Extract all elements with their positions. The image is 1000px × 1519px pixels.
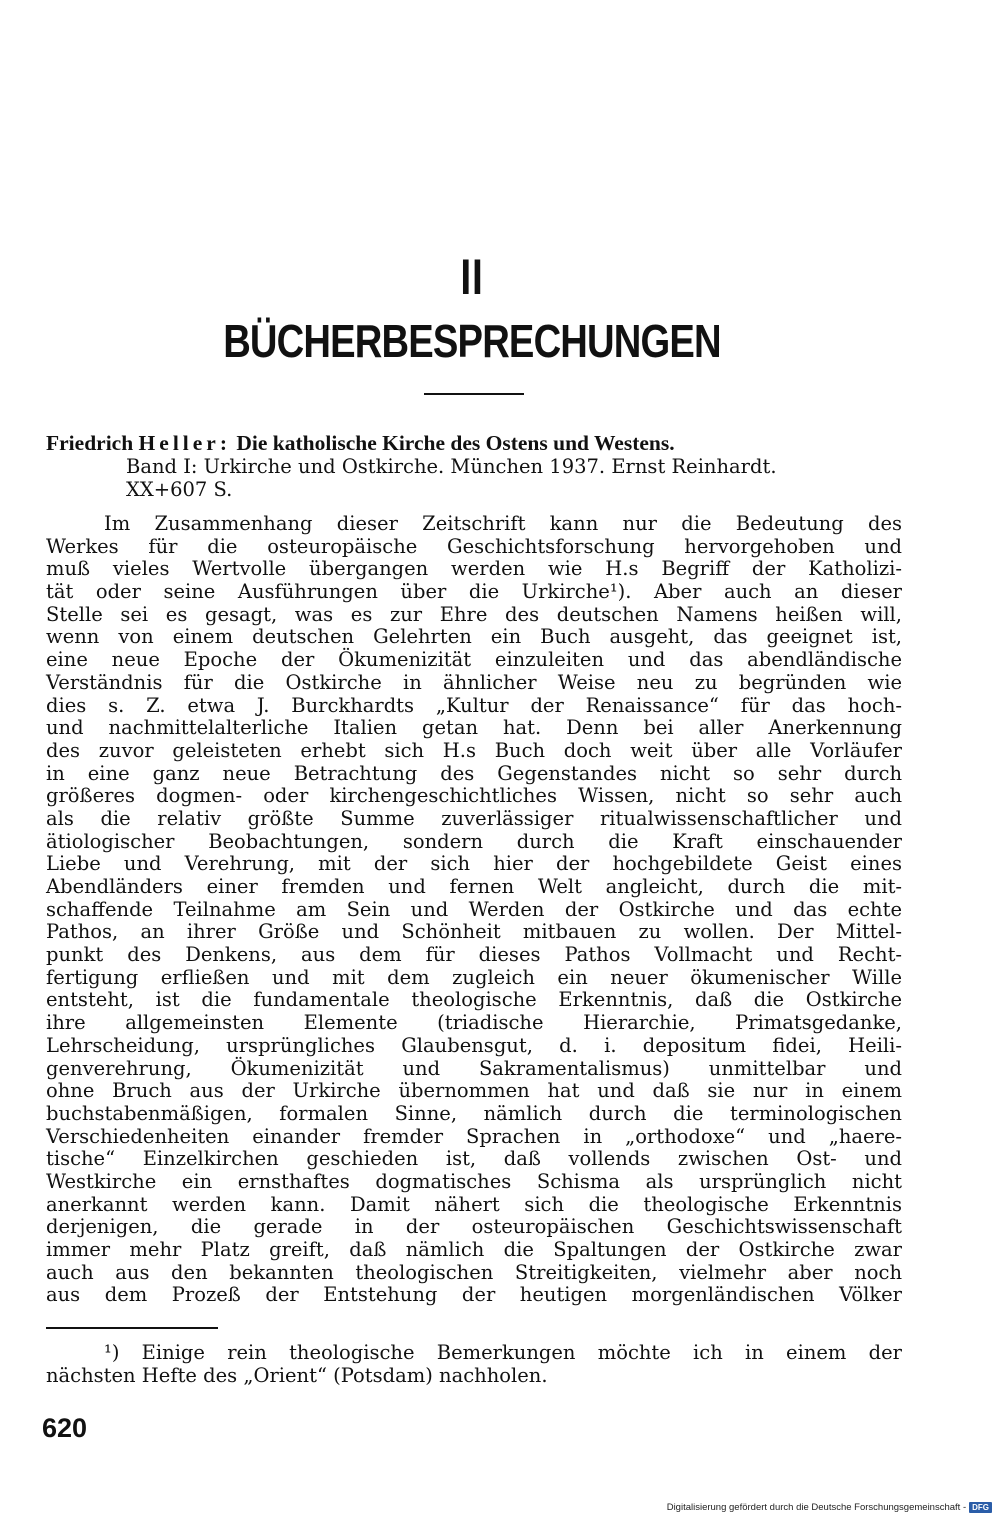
book-pages: XX+607 S. (126, 478, 233, 501)
body-line: schaffende Teilnahme am Sein und Werden der Ostkirche und das echte (46, 897, 902, 921)
body-line: wenn von einem deutschen Gelehrten ein Buch ausgeht, das geeignet ist, (46, 625, 902, 649)
review-body (46, 513, 902, 1307)
body-line: Werkes für die osteuropäische Geschichtsforschung hervorgehoben und (46, 534, 902, 558)
body-line: und nachmittelalterliche Italien getan hat. Denn bei aller Anerkennung (46, 716, 902, 740)
body-line: anerkannt werden kann. Damit nähert sich die theologische Erkenntnis (46, 1192, 902, 1216)
chapter-number: II (460, 249, 484, 305)
body-line: ätiologischer Beobachtungen, sondern durch die Kraft einschauender (46, 829, 902, 853)
body-line: ohne Bruch aus der Urkirche übernommen hat und daß sie nur in einem (46, 1079, 902, 1103)
review-citation-line (46, 432, 906, 455)
review-header (46, 432, 906, 501)
body-line: Verständnis für die Ostkirche in ähnlicher Weise neu zu begründen wie (46, 670, 902, 694)
author-first-name: Friedrich (46, 431, 134, 455)
book-details: Band I: Urkirche und Ostkirche. München 1937. Ernst Reinhardt. (126, 455, 777, 478)
body-line: Pathos, an ihrer Größe und Schönheit mitbauen zu wollen. Der Mittel- (46, 920, 902, 944)
body-line: Stelle sei es gesagt, was es zur Ehre des deutschen Namens heißen will, (46, 602, 902, 626)
body-line: des zuvor geleisteten erhebt sich H.s Buch doch weit über alle Vorläufer (46, 738, 902, 762)
body-line: entsteht, ist die fundamentale theologische Erkenntnis, daß die Ostkirche (46, 988, 902, 1012)
body-line: tische“ Einzelkirchen geschieden ist, daß vollends zwischen Ost- und (46, 1147, 902, 1171)
body-line: dies s. Z. etwa J. Burckhardts „Kultur der Renaissance“ für das hoch- (46, 693, 902, 717)
credit-text: Digitalisierung gefördert durch die Deutsche Forschungsgemeinschaft - (666, 1502, 967, 1513)
digitization-credit (667, 1502, 992, 1513)
title-divider (424, 393, 524, 395)
body-line: größeres dogmen- oder kirchengeschichtliches Wissen, nicht so sehr auch (46, 784, 902, 808)
body-line: Verschiedenheiten einander fremder Sprachen in „orthodoxe“ und „haere- (46, 1124, 902, 1148)
body-line: fertigung erfließen und mit dem zugleich ein neuer ökumenischer Wille (46, 965, 902, 989)
body-line: Abendländers einer fremden und fernen Welt angleicht, durch die mit- (46, 875, 902, 898)
author-last-name: Heller: (138, 431, 232, 455)
body-line: punkt des Denkens, aus dem für dieses Pathos Vollmacht und Recht- (46, 943, 902, 967)
body-line: eine neue Epoche der Ökumenizität einzuleiten und das abendländische (46, 648, 902, 672)
body-line: Im Zusammenhang dieser Zeitschrift kann nur die Bedeutung des (104, 512, 902, 535)
body-line: tät oder seine Ausführungen über die Urkirche¹). Aber auch an dieser (46, 580, 902, 604)
body-line: in eine ganz neue Betrachtung des Gegenstandes nicht so sehr durch (46, 761, 902, 785)
section-title: BÜCHERBESPRECHUNGEN (223, 315, 721, 367)
footnote-line: nächsten Hefte des „Orient“ (Potsdam) nachholen. (46, 1364, 548, 1387)
body-line: aus dem Prozeß der Entstehung der heutigen morgenländischen Völker (46, 1283, 902, 1307)
body-line: Westkirche ein ernsthaftes dogmatisches Schisma als ursprünglich nicht (46, 1169, 902, 1193)
body-line: buchstabenmäßigen, formalen Sinne, nämlich durch die terminologischen (46, 1101, 902, 1125)
body-line: auch aus den bekannten theologischen Streitigkeiten, vielmehr aber noch (46, 1260, 902, 1284)
footnote-line: ¹) Einige rein theologische Bemerkungen möchte ich in einem der (104, 1341, 902, 1364)
body-line: als die relativ größte Summe zuverlässiger ritualwissenschaftlicher und (46, 806, 902, 830)
footnote (46, 1341, 902, 1387)
footnote-divider (46, 1327, 218, 1329)
body-line: Liebe und Verehrung, mit der sich hier der hochgebildete Geist eines (46, 852, 902, 876)
body-line: immer mehr Platz greift, daß nämlich die Spaltungen der Ostkirche zwar (46, 1238, 902, 1261)
book-title: Die katholische Kirche des Ostens und Westens. (236, 431, 675, 455)
body-line: genverehrung, Ökumenizität und Sakramentalismus) unmittelbar und (46, 1056, 902, 1080)
body-line: ihre allgemeinsten Elemente (triadische Hierarchie, Primatsgedanke, (46, 1011, 902, 1035)
dfg-logo: DFG (969, 1502, 992, 1513)
body-line: muß vieles Wertvolle übergangen werden wie H.s Begriff der Katholizi- (46, 557, 902, 581)
body-line: Lehrscheidung, ursprüngliches Glaubensgut, d. i. depositum fidei, Heili- (46, 1033, 902, 1057)
body-line: derjenigen, die gerade in der osteuropäischen Geschichtswissenschaft (46, 1215, 902, 1239)
page-number: 620 (42, 1413, 88, 1443)
